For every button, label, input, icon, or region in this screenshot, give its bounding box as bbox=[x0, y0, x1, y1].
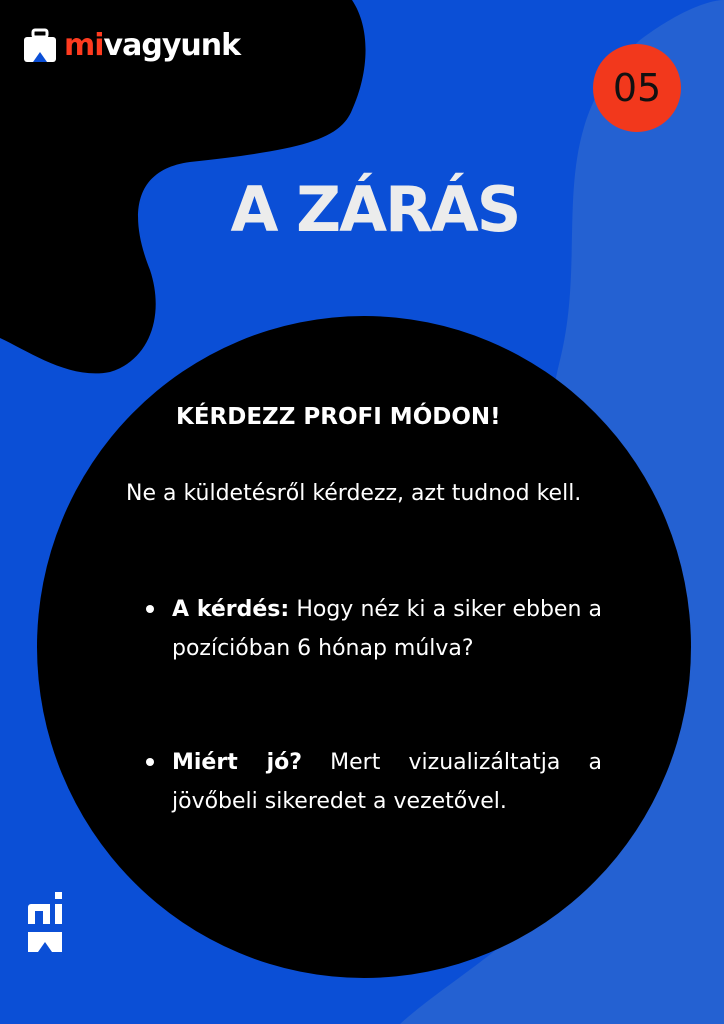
bullet-dot-icon bbox=[146, 758, 154, 766]
page-number-badge: 05 bbox=[593, 44, 681, 132]
bullet-text: Mert vizualizáltatja a jövőbeli sikeredet a vezetővel. bbox=[172, 750, 602, 814]
brand-name bbox=[64, 28, 240, 64]
mi-monogram-logo bbox=[28, 892, 64, 954]
brand-logo[interactable] bbox=[22, 28, 240, 64]
bullet-item bbox=[172, 590, 602, 668]
briefcase-icon bbox=[22, 28, 58, 64]
bullet-dot-icon bbox=[146, 605, 154, 613]
intro-paragraph: Ne a küldetésről kérdezz, azt tudnod kell. bbox=[126, 481, 582, 506]
brand-name-suffix: vagyunk bbox=[103, 28, 241, 63]
page-title: A ZÁRÁS bbox=[230, 173, 520, 246]
bullet-item bbox=[172, 743, 602, 821]
bullet-label: Miért jó? bbox=[172, 750, 302, 775]
brand-name-prefix: mi bbox=[64, 28, 104, 63]
bullet-label: A kérdés: bbox=[172, 597, 290, 622]
bullet-text: Hogy néz ki a siker ebben a pozícióban 6 hónap múlva? bbox=[172, 597, 602, 661]
section-heading: KÉRDEZZ PROFI MÓDON! bbox=[176, 404, 501, 430]
